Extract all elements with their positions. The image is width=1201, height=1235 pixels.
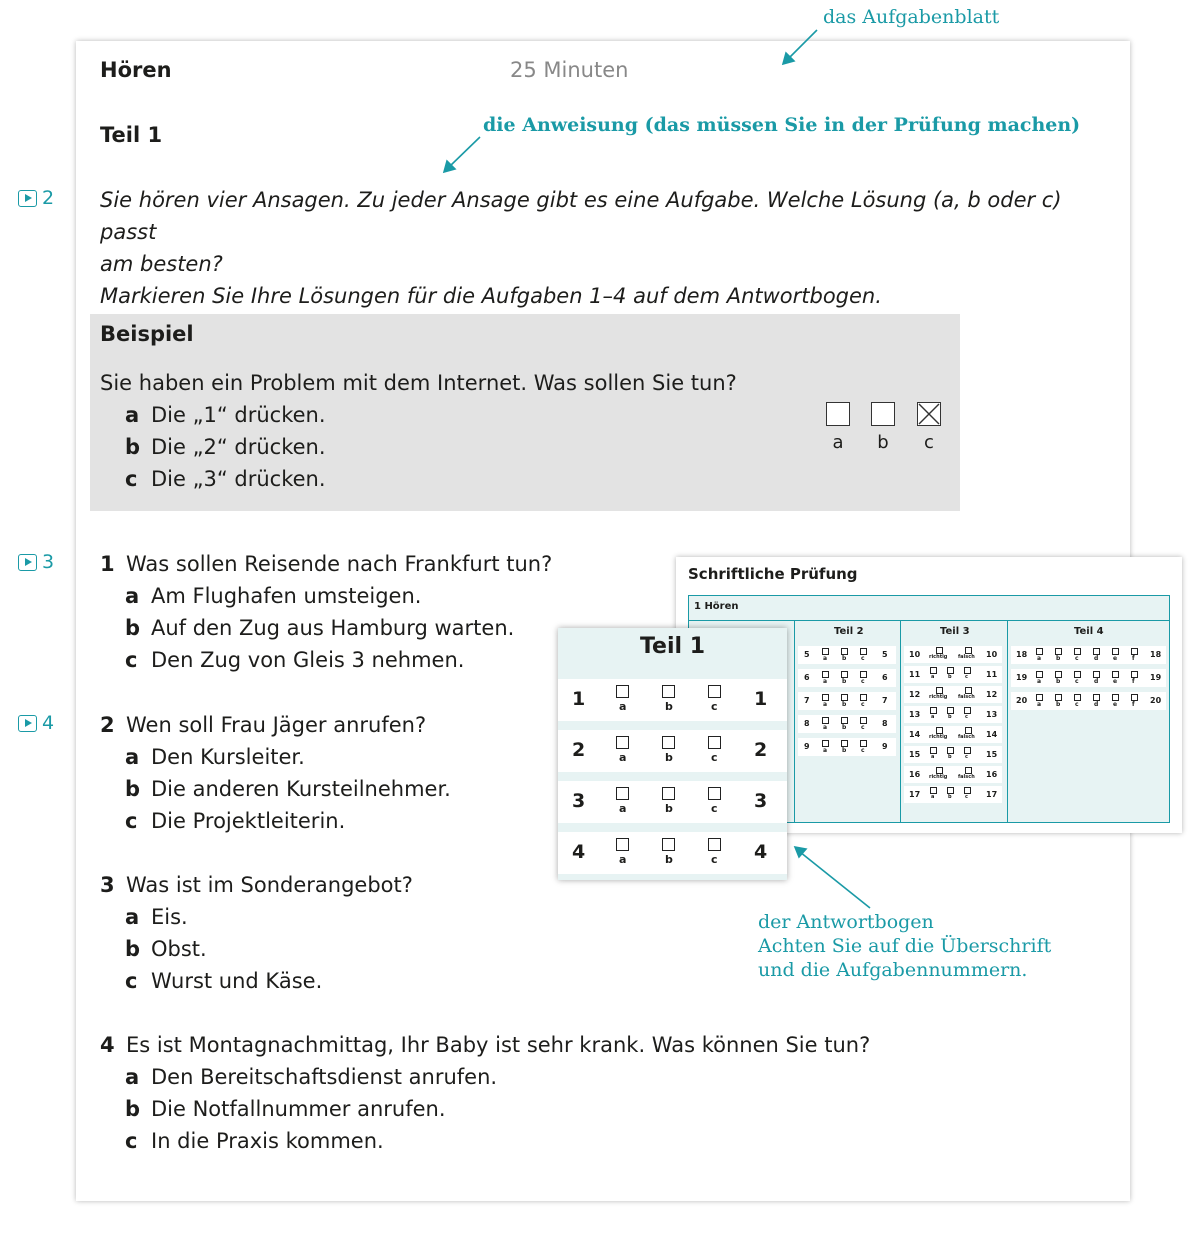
answer-sheet-section (688, 595, 1170, 621)
row-number-left: 4 (572, 841, 586, 863)
answer-letter-c: c (861, 655, 865, 662)
teil3-heading: Teil 3 (940, 626, 970, 637)
answer-letter-a: a (823, 747, 828, 754)
answer-letter-a: a (931, 714, 935, 720)
answer-checkbox-a[interactable] (616, 736, 629, 749)
question-4: 4 Es ist Montagnachmittag, Ihr Baby ist sehr krank. Was können Sie tun? a Den Bereitschaftsdienst anrufen. b Die Notfallnummer anrufen. c In die Praxis kommen. (100, 1033, 871, 1153)
answer-checkbox-richtig[interactable] (936, 687, 943, 694)
answer-letter-a: a (931, 794, 935, 800)
row-number-left: 14 (909, 730, 921, 739)
answer-checkbox-falsch[interactable] (965, 767, 972, 774)
row-number-left: 11 (909, 670, 921, 679)
answer-checkbox-a[interactable] (616, 685, 629, 698)
answer-sheet-title: Schriftliche Prüfung (688, 565, 858, 583)
audio-track-3[interactable] (18, 551, 54, 573)
answer-checkbox-falsch[interactable] (965, 647, 972, 654)
answer-checkbox-c[interactable] (964, 667, 971, 674)
example-option-a: a Die „1“ drücken. (125, 403, 326, 427)
example-label-b: b (877, 432, 889, 453)
annotation-line-2: Achten Sie auf die Überschrift (758, 935, 1052, 957)
answer-checkbox-c[interactable] (708, 838, 721, 851)
answer-checkbox-a[interactable] (822, 648, 829, 655)
answer-letter-c: c (861, 724, 865, 731)
answer-checkbox-b[interactable] (841, 717, 848, 724)
answer-letter-a: a (931, 674, 935, 680)
row-number-left: 20 (1016, 696, 1028, 705)
answer-checkbox-d[interactable] (1093, 694, 1100, 701)
row-number-right: 13 (986, 710, 998, 719)
row-number-left: 16 (909, 770, 921, 779)
audio-track-4[interactable] (18, 712, 54, 734)
answer-checkbox-f[interactable] (1131, 648, 1138, 655)
row-number-left: 12 (909, 690, 921, 699)
answer-checkbox-a[interactable] (616, 787, 629, 800)
answer-checkbox-b[interactable] (841, 648, 848, 655)
answer-label-richtig: richtig (929, 774, 948, 780)
row-number-left: 18 (1016, 650, 1028, 659)
answer-checkbox-d[interactable] (1093, 671, 1100, 678)
answer-letter-b: b (665, 751, 673, 764)
answer-letter-a: a (931, 754, 935, 760)
answer-letter-c: c (711, 853, 718, 866)
row-number-left: 9 (804, 742, 810, 751)
example-question (100, 367, 737, 495)
row-number-left: 1 (572, 688, 586, 710)
row-number-right: 18 (1150, 650, 1162, 659)
answer-letter-a: a (823, 678, 828, 685)
answer-label-falsch: falsch (958, 774, 975, 780)
answer-label-richtig: richtig (929, 654, 948, 660)
answer-letter-f: f (1132, 678, 1135, 685)
row-number-right: 10 (986, 650, 998, 659)
row-number-left: 3 (572, 790, 586, 812)
track-number: 3 (42, 551, 55, 573)
row-number-right: 6 (882, 673, 888, 682)
answer-letter-e: e (1113, 655, 1118, 662)
answer-checkbox-b[interactable] (1055, 694, 1062, 701)
answer-letter-d: d (1094, 655, 1099, 662)
answer-letter-c: c (965, 674, 968, 680)
answer-letter-e: e (1113, 701, 1118, 708)
answer-letter-b: b (842, 655, 847, 662)
question-2: 2 Wen soll Frau Jäger anrufen? a Den Kursleiter. b Die anderen Kursteilnehmer. c Die Projektleiterin. (100, 713, 451, 833)
row-number-right: 1 (754, 688, 768, 710)
answer-checkbox-a[interactable] (930, 667, 937, 674)
answer-checkbox-b[interactable] (841, 740, 848, 747)
answer-letter-a: a (619, 853, 627, 866)
answer-checkbox-b[interactable] (841, 694, 848, 701)
answer-letter-c: c (1075, 678, 1079, 685)
instruction-line-3: Markieren Sie Ihre Lösungen für die Aufgaben 1–4 auf dem Antwortbogen. (100, 284, 882, 308)
answer-letter-b: b (1056, 678, 1061, 685)
row-number-left: 19 (1016, 673, 1028, 682)
row-number-left: 10 (909, 650, 921, 659)
row-number-right: 20 (1150, 696, 1162, 705)
example-option-c: c Die „3“ drücken. (125, 467, 326, 491)
track-number: 4 (42, 712, 55, 734)
answer-checkbox-c[interactable] (964, 707, 971, 714)
teil1-row (558, 781, 787, 823)
answer-checkbox-c[interactable] (1074, 671, 1081, 678)
teil4-row (1011, 669, 1166, 687)
answer-label-richtig: richtig (929, 734, 948, 740)
answer-checkbox-e[interactable] (1112, 671, 1119, 678)
answer-letter-b: b (842, 747, 847, 754)
teil4-row (1011, 692, 1166, 710)
row-number-right: 3 (754, 790, 768, 812)
answer-checkbox-c[interactable] (964, 787, 971, 794)
answer-letter-b: b (1056, 701, 1061, 708)
row-number-right: 8 (882, 719, 888, 728)
answer-checkbox-c[interactable] (860, 648, 867, 655)
example-label-c: c (924, 432, 934, 453)
answer-letter-b: b (665, 802, 673, 815)
answer-letter-b: b (1056, 655, 1061, 662)
instruction (100, 184, 1120, 312)
teil4-heading: Teil 4 (1074, 626, 1104, 637)
answer-checkbox-b[interactable] (947, 667, 954, 674)
answer-checkbox-b[interactable] (662, 685, 675, 698)
answer-label-falsch: falsch (958, 734, 975, 740)
answer-letter-d: d (1094, 701, 1099, 708)
answer-checkbox-f[interactable] (1131, 671, 1138, 678)
answer-checkbox-c[interactable] (964, 747, 971, 754)
row-number-left: 17 (909, 790, 921, 799)
answer-letter-a: a (823, 724, 828, 731)
answer-letter-c: c (711, 751, 718, 764)
track-number: 2 (42, 187, 55, 209)
answer-letter-c: c (965, 754, 968, 760)
answer-checkbox-b[interactable] (1055, 671, 1062, 678)
answer-checkbox-a[interactable] (1036, 648, 1043, 655)
row-number-left: 13 (909, 710, 921, 719)
teil1-row (558, 832, 787, 874)
answer-letter-f: f (1132, 655, 1135, 662)
answer-checkbox-a[interactable] (822, 740, 829, 747)
row-number-left: 2 (572, 739, 586, 761)
answer-letter-f: f (1132, 701, 1135, 708)
answer-checkbox-c[interactable] (860, 717, 867, 724)
answer-letter-c: c (861, 678, 865, 685)
answer-checkbox-c[interactable] (1074, 648, 1081, 655)
answer-checkbox-a[interactable] (930, 787, 937, 794)
example-checkbox-c[interactable] (917, 402, 941, 426)
row-number-left: 8 (804, 719, 810, 728)
answer-letter-b: b (842, 678, 847, 685)
answer-letter-c: c (711, 700, 718, 713)
answer-checkbox-b[interactable] (662, 838, 675, 851)
answer-letter-e: e (1113, 678, 1118, 685)
answer-checkbox-c[interactable] (708, 685, 721, 698)
play-icon (18, 554, 37, 571)
answer-letter-c: c (1075, 701, 1079, 708)
answer-checkbox-c[interactable] (860, 671, 867, 678)
answer-checkbox-a[interactable] (616, 838, 629, 851)
example-label-a: a (832, 432, 844, 453)
answer-letter-b: b (842, 701, 847, 708)
answer-letter-a: a (1037, 701, 1042, 708)
answer-letter-b: b (948, 714, 952, 720)
answer-checkbox-c[interactable] (860, 694, 867, 701)
answer-letter-c: c (861, 701, 865, 708)
answer-letter-c: c (965, 794, 968, 800)
section-label: 1 Hören (694, 601, 739, 612)
answer-letter-c: c (965, 714, 968, 720)
answer-checkbox-d[interactable] (1093, 648, 1100, 655)
answer-checkbox-b[interactable] (947, 707, 954, 714)
row-number-right: 14 (986, 730, 998, 739)
answer-label-falsch: falsch (958, 694, 975, 700)
answer-checkbox-c[interactable] (708, 787, 721, 800)
answer-letter-b: b (665, 853, 673, 866)
instruction-line-1: Sie hören vier Ansagen. Zu jeder Ansage gibt es eine Aufgabe. Welche Lösung (a, b oder c) passt (100, 188, 1062, 244)
answer-checkbox-richtig[interactable] (936, 647, 943, 654)
teil1-row (558, 679, 787, 721)
answer-checkbox-b[interactable] (662, 736, 675, 749)
answer-letter-a: a (619, 751, 627, 764)
question-3: 3 Was ist im Sonderangebot? a Eis. b Obst. c Wurst und Käse. (100, 873, 413, 993)
answer-letter-b: b (842, 724, 847, 731)
answer-checkbox-c[interactable] (1074, 694, 1081, 701)
answer-checkbox-a[interactable] (1036, 694, 1043, 701)
answer-checkbox-b[interactable] (662, 787, 675, 800)
answer-checkbox-c[interactable] (860, 740, 867, 747)
row-number-right: 16 (986, 770, 998, 779)
row-number-left: 5 (804, 650, 810, 659)
part-title: Teil 1 (100, 123, 163, 147)
row-number-left: 6 (804, 673, 810, 682)
answer-checkbox-b[interactable] (841, 671, 848, 678)
answer-checkbox-richtig[interactable] (936, 767, 943, 774)
answer-checkbox-a[interactable] (1036, 671, 1043, 678)
cross-mark-icon (918, 403, 940, 425)
teil4-row (1011, 646, 1166, 664)
answer-checkbox-a[interactable] (822, 671, 829, 678)
answer-checkbox-a[interactable] (930, 747, 937, 754)
answer-letter-a: a (1037, 678, 1042, 685)
row-number-left: 15 (909, 750, 921, 759)
row-number-right: 5 (882, 650, 888, 659)
answer-checkbox-b[interactable] (947, 787, 954, 794)
example-checkbox-b[interactable] (871, 402, 895, 426)
answer-letter-b: b (948, 794, 952, 800)
question-1: 1 Was sollen Reisende nach Frankfurt tun? a Am Flughafen umsteigen. b Auf den Zug aus Hamburg warten. c Den Zug von Gleis 3 nehmen. (100, 552, 553, 672)
play-icon (18, 190, 37, 207)
answer-letter-a: a (823, 701, 828, 708)
row-number-right: 12 (986, 690, 998, 699)
row-number-right: 17 (986, 790, 998, 799)
answer-letter-d: d (1094, 678, 1099, 685)
teil1-heading: Teil 1 (639, 634, 706, 659)
audio-track-2[interactable] (18, 187, 54, 209)
answer-letter-a: a (823, 655, 828, 662)
row-number-left: 7 (804, 696, 810, 705)
answer-checkbox-falsch[interactable] (965, 727, 972, 734)
answer-letter-c: c (1075, 655, 1079, 662)
example-heading: Beispiel (100, 322, 194, 346)
answer-letter-c: c (711, 802, 718, 815)
answer-checkbox-c[interactable] (708, 736, 721, 749)
answer-checkbox-a[interactable] (822, 694, 829, 701)
answer-checkbox-b[interactable] (1055, 648, 1062, 655)
row-number-right: 2 (754, 739, 768, 761)
row-number-right: 19 (1150, 673, 1162, 682)
example-option-b: b Die „2“ drücken. (125, 435, 326, 459)
answer-letter-a: a (619, 700, 627, 713)
annotation-anweisung: die Anweisung (das müssen Sie in der Prüfung machen) (483, 114, 1081, 136)
answer-checkbox-b[interactable] (947, 747, 954, 754)
row-number-right: 11 (986, 670, 998, 679)
answer-checkbox-e[interactable] (1112, 694, 1119, 701)
row-number-right: 7 (882, 696, 888, 705)
teil1-row (558, 730, 787, 772)
row-number-right: 4 (754, 841, 768, 863)
answer-checkbox-richtig[interactable] (936, 727, 943, 734)
instruction-line-2: am besten? (100, 252, 223, 276)
annotation-aufgabenblatt: das Aufgabenblatt (823, 6, 1000, 28)
answer-checkbox-a[interactable] (930, 707, 937, 714)
answer-checkbox-e[interactable] (1112, 648, 1119, 655)
example-checkbox-a[interactable] (826, 402, 850, 426)
answer-letter-b: b (665, 700, 673, 713)
answer-sheet-teil1 (558, 628, 787, 880)
answer-letter-b: b (948, 674, 952, 680)
annotation-antwortbogen (758, 910, 1051, 982)
play-icon (18, 715, 37, 732)
answer-label-richtig: richtig (929, 694, 948, 700)
answer-letter-b: b (948, 754, 952, 760)
answer-letter-a: a (1037, 655, 1042, 662)
answer-letter-c: c (861, 747, 865, 754)
duration: 25 Minuten (510, 58, 629, 82)
answer-letter-a: a (619, 802, 627, 815)
row-number-right: 9 (882, 742, 888, 751)
example-question-text: Sie haben ein Problem mit dem Internet. Was sollen Sie tun? (100, 371, 737, 395)
answer-checkbox-a[interactable] (822, 717, 829, 724)
annotation-line-3: und die Aufgabennummern. (758, 959, 1028, 981)
teil2-heading: Teil 2 (834, 626, 864, 637)
annotation-line-1: der Antwortbogen (758, 911, 934, 933)
answer-checkbox-falsch[interactable] (965, 687, 972, 694)
section-title: Hören (100, 58, 172, 82)
row-number-right: 15 (986, 750, 998, 759)
answer-checkbox-f[interactable] (1131, 694, 1138, 701)
answer-label-falsch: falsch (958, 654, 975, 660)
